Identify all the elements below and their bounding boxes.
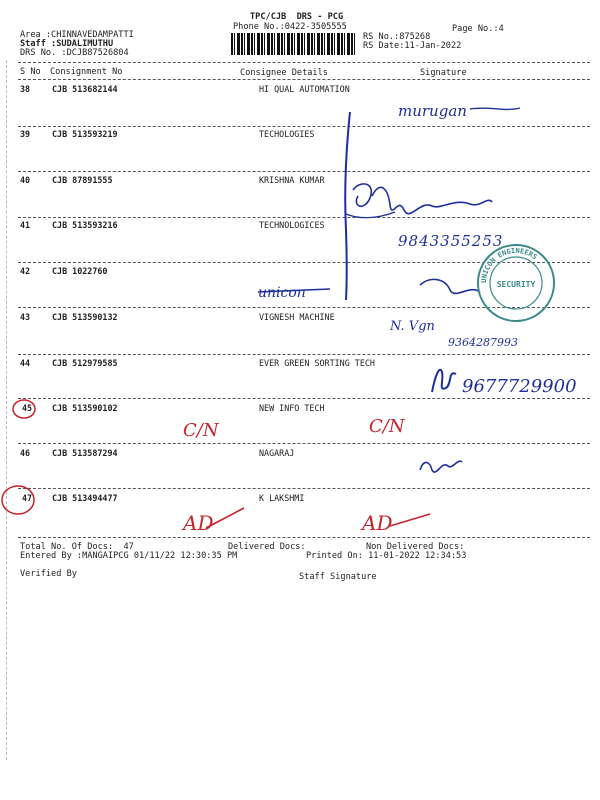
signature-row42-scribble bbox=[420, 279, 480, 293]
row-consignment: CJB 513494477 bbox=[52, 493, 118, 503]
rs-date: RS Date:11-Jan-2022 bbox=[363, 41, 462, 51]
row-consignee: VIGNESH MACHINE bbox=[259, 312, 335, 322]
red-circle-row47 bbox=[2, 486, 34, 514]
signature-row42: unicon bbox=[258, 285, 306, 301]
row-consignment: CJB 512979585 bbox=[52, 358, 118, 368]
total-docs: Total No. Of Docs: 47 bbox=[20, 542, 134, 552]
row-sno: 47 bbox=[22, 493, 33, 503]
col-sno: S No bbox=[20, 67, 41, 77]
rs-number: RS No.:875268 bbox=[363, 32, 431, 42]
row-consignment: CJB 513587294 bbox=[52, 448, 118, 458]
row-consignment: CJB 513682144 bbox=[52, 84, 118, 94]
note-row47-left: AD bbox=[183, 511, 214, 535]
col-consignment: Consignment No bbox=[50, 67, 123, 77]
row-consignment: CJB 513590132 bbox=[52, 312, 118, 322]
phone-row41: 9843355253 bbox=[398, 232, 504, 250]
signature-row40 bbox=[353, 184, 492, 214]
doc-title: TPC/CJB DRS - PCG bbox=[250, 12, 344, 22]
stamp-center: SECURITY bbox=[496, 280, 536, 289]
row-sno: 46 bbox=[20, 448, 31, 458]
signature-row46 bbox=[420, 461, 462, 472]
row-consignee: K LAKSHMI bbox=[259, 493, 305, 503]
row-consignee: TECHNOLOGICES bbox=[259, 220, 325, 230]
row-sno: 43 bbox=[20, 312, 31, 322]
signature-row38: murugan bbox=[398, 102, 467, 120]
non-delivered-docs: Non Delivered Docs: bbox=[366, 542, 465, 552]
pen-stroke bbox=[470, 108, 520, 109]
signature-row43: N. Vgn bbox=[390, 319, 435, 334]
drs-number: DRS No. :DCJB87526804 bbox=[20, 48, 129, 58]
pen-stroke bbox=[346, 212, 395, 218]
row-consignee: KRISHNA KUMAR bbox=[259, 175, 325, 185]
pen-stroke bbox=[390, 514, 430, 526]
note-row47-right: AD bbox=[362, 511, 393, 535]
verified-by: Verified By bbox=[20, 569, 77, 579]
red-circle-row45 bbox=[13, 400, 35, 418]
row-consignment: CJB 513590102 bbox=[52, 403, 118, 413]
row-consignment: CJB 513593219 bbox=[52, 129, 118, 139]
staff-signature: Staff Signature bbox=[299, 572, 377, 582]
staff: Staff :SUDALIMUTHU bbox=[20, 39, 114, 49]
note-row45-left: C/N bbox=[183, 420, 219, 441]
row-consignee: TECHOLOGIES bbox=[259, 129, 315, 139]
phone-row43: 9364287993 bbox=[448, 336, 518, 349]
company-stamp bbox=[478, 245, 554, 321]
row-consignee: EVER GREEN SORTING TECH bbox=[259, 358, 375, 368]
col-signature: Signature bbox=[420, 68, 467, 78]
row-consignee: NAGARAJ bbox=[259, 448, 295, 458]
row-sno: 40 bbox=[20, 175, 31, 185]
row-consignee: HI QUAL AUTOMATION bbox=[259, 84, 350, 94]
signature-row44 bbox=[432, 370, 456, 392]
phone-row44: 9677729900 bbox=[462, 376, 577, 397]
row-sno: 42 bbox=[20, 266, 31, 276]
delivered-docs: Delivered Docs: bbox=[228, 542, 306, 552]
row-sno: 39 bbox=[20, 129, 31, 139]
row-consignment: CJB 513593216 bbox=[52, 220, 118, 230]
row-consignment: CJB 87891555 bbox=[52, 175, 113, 185]
note-row45-right: C/N bbox=[369, 416, 405, 437]
row-sno: 41 bbox=[20, 220, 31, 230]
row-sno: 38 bbox=[20, 84, 31, 94]
row-sno: 44 bbox=[20, 358, 31, 368]
area: Area :CHINNAVEDAMPATTI bbox=[20, 30, 134, 40]
row-consignment: CJB 1022760 bbox=[52, 266, 108, 276]
entered-by: Entered By :MANGAIPCG 01/11/22 12:30:35 PM bbox=[20, 551, 238, 561]
pen-stroke bbox=[345, 112, 350, 300]
row-sno: 45 bbox=[22, 403, 33, 413]
row-consignee: NEW INFO TECH bbox=[259, 403, 325, 413]
printed-on: Printed On: 11-01-2022 12:34:53 bbox=[306, 551, 467, 561]
col-consignee: Consignee Details bbox=[240, 68, 328, 78]
page-number: Page No.:4 bbox=[452, 24, 504, 34]
phone-number: Phone No.:0422-3505555 bbox=[233, 22, 347, 32]
stamp-text: UNICON ENGINEERS bbox=[479, 246, 539, 284]
